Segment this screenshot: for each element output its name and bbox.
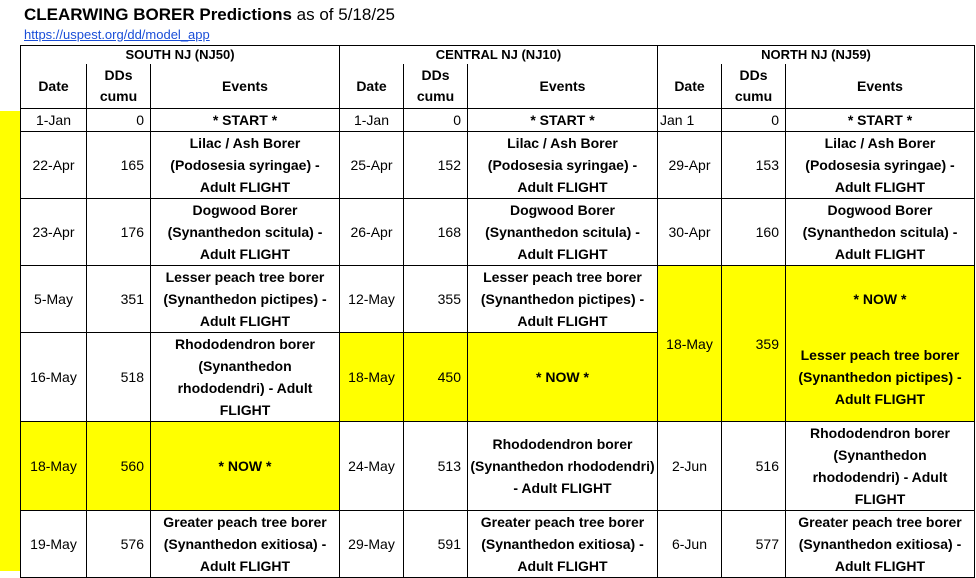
event-cell: * START *: [786, 109, 975, 132]
date-cell: 25-Apr: [340, 132, 404, 199]
dd-cell: 152: [404, 132, 468, 199]
dd-cell: 560: [87, 422, 151, 511]
dd-cell: 513: [404, 422, 468, 511]
event-cell: * START *: [151, 109, 340, 132]
event-cell: Greater peach tree borer (Synanthedon exitiosa) - Adult FLIGHT: [468, 511, 658, 578]
col-events: Events: [786, 64, 975, 109]
date-cell: 6-Jun: [658, 511, 722, 578]
event-cell: Rhododendron borer (Synanthedon rhododendri) - Adult FLIGHT: [786, 422, 975, 511]
event-cell: Greater peach tree borer (Synanthedon exitiosa) - Adult FLIGHT: [786, 511, 975, 578]
dd-cell: 577: [722, 511, 786, 578]
table-row: [21, 199, 975, 266]
model-app-link[interactable]: https://uspest.org/dd/model_app: [24, 27, 210, 42]
event-cell: Lilac / Ash Borer (Podosesia syringae) - Adult FLIGHT: [786, 132, 975, 199]
dd-cell: 518: [87, 333, 151, 422]
date-cell: 12-May: [340, 266, 404, 333]
region-south: SOUTH NJ (NJ50): [21, 46, 340, 65]
date-cell: Jan 1: [658, 109, 722, 132]
table-row: [21, 333, 975, 422]
col-dds: DDs cumu: [87, 64, 151, 109]
event-cell: Dogwood Borer (Synanthedon scitula) - Adult FLIGHT: [151, 199, 340, 266]
dd-cell: 576: [87, 511, 151, 578]
date-cell: 19-May: [21, 511, 87, 578]
dd-cell: 165: [87, 132, 151, 199]
event-cell: Dogwood Borer (Synanthedon scitula) - Adult FLIGHT: [786, 199, 975, 266]
dd-cell: 153: [722, 132, 786, 199]
col-events: Events: [468, 64, 658, 109]
col-dds: DDs cumu: [404, 64, 468, 109]
date-cell: 2-Jun: [658, 422, 722, 511]
table-row: [21, 422, 975, 511]
event-cell: Rhododendron borer (Synanthedon rhododendri) - Adult FLIGHT: [151, 333, 340, 422]
table-row: [21, 109, 975, 132]
date-cell: 18-May: [658, 266, 722, 422]
highlight-band: [0, 111, 20, 571]
date-cell: 29-Apr: [658, 132, 722, 199]
region-north: NORTH NJ (NJ59): [658, 46, 975, 65]
date-cell: 29-May: [340, 511, 404, 578]
date-cell: 5-May: [21, 266, 87, 333]
event-cell: Lesser peach tree borer (Synanthedon pictipes) - Adult FLIGHT: [468, 266, 658, 333]
now-cell: * NOW *: [151, 422, 340, 511]
date-cell: 1-Jan: [21, 109, 87, 132]
dd-cell: 355: [404, 266, 468, 333]
date-cell: 24-May: [340, 422, 404, 511]
date-cell: 26-Apr: [340, 199, 404, 266]
table-row: [21, 132, 975, 199]
event-cell: Lilac / Ash Borer (Podosesia syringae) - Adult FLIGHT: [468, 132, 658, 199]
table-row: [21, 511, 975, 578]
date-cell: 23-Apr: [21, 199, 87, 266]
event-cell: Rhododendron borer (Synanthedon rhododendri) - Adult FLIGHT: [468, 422, 658, 511]
date-cell: 1-Jan: [340, 109, 404, 132]
col-date: Date: [658, 64, 722, 109]
predictions-table: [20, 45, 975, 578]
dd-cell: 160: [722, 199, 786, 266]
dd-cell: 450: [404, 333, 468, 422]
event-cell: Greater peach tree borer (Synanthedon exitiosa) - Adult FLIGHT: [151, 511, 340, 578]
now-cell: * NOW *: [468, 333, 658, 422]
date-cell: 18-May: [21, 422, 87, 511]
event-cell: * START *: [468, 109, 658, 132]
dd-cell: 516: [722, 422, 786, 511]
dd-cell: 351: [87, 266, 151, 333]
dd-cell: 168: [404, 199, 468, 266]
title-bold: CLEARWING BORER Predictions: [24, 5, 292, 24]
col-date: Date: [340, 64, 404, 109]
event-cell: Lesser peach tree borer (Synanthedon pictipes) - Adult FLIGHT: [786, 333, 975, 422]
dd-cell: 0: [87, 109, 151, 132]
table-row: [21, 266, 975, 333]
dd-cell: 591: [404, 511, 468, 578]
dd-cell: 0: [722, 109, 786, 132]
event-cell: Dogwood Borer (Synanthedon scitula) - Adult FLIGHT: [468, 199, 658, 266]
dd-cell: 176: [87, 199, 151, 266]
region-central: CENTRAL NJ (NJ10): [340, 46, 658, 65]
now-cell: * NOW *: [786, 266, 975, 333]
date-cell: 18-May: [340, 333, 404, 422]
title-date: as of 5/18/25: [291, 5, 395, 24]
date-cell: 16-May: [21, 333, 87, 422]
date-cell: 30-Apr: [658, 199, 722, 266]
col-events: Events: [151, 64, 340, 109]
event-cell: Lilac / Ash Borer (Podosesia syringae) - Adult FLIGHT: [151, 132, 340, 199]
dd-cell: 0: [404, 109, 468, 132]
dd-cell: 359: [722, 266, 786, 422]
event-cell: Lesser peach tree borer (Synanthedon pictipes) - Adult FLIGHT: [151, 266, 340, 333]
col-dds: DDs cumu: [722, 64, 786, 109]
col-date: Date: [21, 64, 87, 109]
page-title: [24, 5, 395, 25]
date-cell: 22-Apr: [21, 132, 87, 199]
